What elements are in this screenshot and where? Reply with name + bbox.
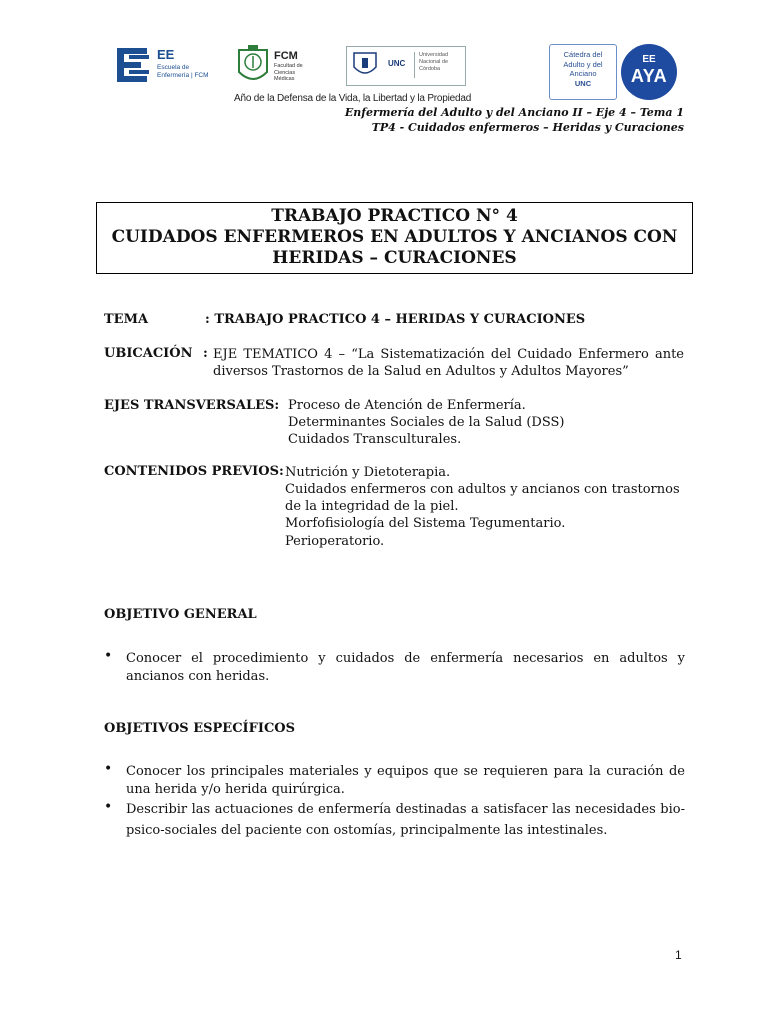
fcm-seal-icon xyxy=(236,44,270,86)
tema-value: : TRABAJO PRACTICO 4 – HERIDAS Y CURACIONES xyxy=(205,312,586,327)
ejes-item: Proceso de Atención de Enfermería. xyxy=(288,398,526,413)
ubicacion-line-1: EJE TEMATICO 4 – “La Sistematización del Cuidado Enfermero ante xyxy=(213,347,684,362)
aya-logo xyxy=(621,44,677,100)
catedra-line-4: UNC xyxy=(574,78,592,88)
year-motto: Año de la Defensa de la Vida, la Libertad y la Propiedad xyxy=(234,93,472,104)
fcm-logo-title: FCM xyxy=(274,50,298,62)
ejes-item: Cuidados Transculturales. xyxy=(288,432,462,447)
catedra-line-1: Cátedra del xyxy=(563,50,603,59)
fcm-logo xyxy=(236,44,336,90)
contenidos-label: CONTENIDOS PREVIOS: xyxy=(104,464,284,479)
objetivo-general-heading: OBJETIVO GENERAL xyxy=(104,607,257,622)
contenidos-item: Cuidados enfermeros con adultos y ancianos con trastornos xyxy=(285,482,680,497)
contenidos-item: Nutrición y Dietoterapia. xyxy=(285,465,451,480)
objetivo-especifico-1-line-1: Conocer los principales materiales y equipos que se requieren para la curación de xyxy=(126,764,685,779)
objetivo-especifico-2-line-2: psico-sociales del paciente con ostomías, principalmente las intestinales. xyxy=(126,823,608,838)
title-line-1: TRABAJO PRACTICO N° 4 xyxy=(271,206,518,226)
contenidos-item: Perioperatorio. xyxy=(285,534,385,549)
ee-logo-mark-icon xyxy=(115,46,153,84)
ejes-label: EJES TRANSVERSALES: xyxy=(104,398,280,413)
bullet-icon: • xyxy=(104,799,113,815)
contenidos-item: Morfofisiología del Sistema Tegumentario. xyxy=(285,516,566,531)
ejes-item: Determinantes Sociales de la Salud (DSS) xyxy=(288,415,565,430)
objetivo-general-line-1: Conocer el procedimiento y cuidados de enfermería necesarios en adultos y xyxy=(126,651,685,666)
catedra-line-2: Adulto y del xyxy=(563,59,603,69)
ubicacion-line-2: diversos Trastornos de la Salud en Adultos y Adultos Mayores” xyxy=(213,364,629,379)
bullet-icon: • xyxy=(104,648,113,664)
bullet-icon: • xyxy=(104,761,113,777)
title-line-3: HERIDAS – CURACIONES xyxy=(272,248,517,268)
unc-shield-icon xyxy=(352,51,378,79)
objetivo-especifico-1-line-2: una herida y/o herida quirúrgica. xyxy=(126,782,345,797)
catedra-logo xyxy=(549,44,617,100)
objetivo-general-line-2: ancianos con heridas. xyxy=(126,669,270,684)
aya-logo-main: AYA xyxy=(630,66,668,86)
objetivos-especificos-heading: OBJETIVOS ESPECÍFICOS xyxy=(104,721,296,736)
title-box xyxy=(96,202,693,274)
unc-logo-acronym: UNC xyxy=(388,59,406,68)
contenidos-item: de la integridad de la piel. xyxy=(285,499,459,514)
ubicacion-colon: : xyxy=(203,346,208,361)
aya-logo-top: EE xyxy=(642,54,656,65)
ee-logo-title: EE xyxy=(157,47,175,62)
unc-logo-name: Universidad Nacional de Córdoba xyxy=(419,52,449,72)
catedra-line-3: Anciano xyxy=(569,69,597,78)
tp-header-line: TP4 - Cuidados enfermeros – Heridas y Curaciones xyxy=(371,121,684,134)
objetivo-especifico-2-line-1: Describir las actuaciones de enfermería destinadas a satisfacer las necesidades bio- xyxy=(126,802,685,817)
fcm-logo-subtitle: Facultad de Ciencias Médicas xyxy=(274,63,303,82)
ubicacion-label: UBICACIÓN xyxy=(104,346,193,361)
ee-logo-subtitle: Escuela de Enfermería | FCM xyxy=(157,64,209,79)
title-line-2: CUIDADOS ENFERMEROS EN ADULTOS Y ANCIANOS CON xyxy=(111,227,678,247)
page-number: 1 xyxy=(675,948,682,962)
ee-logo xyxy=(115,44,210,86)
unc-logo xyxy=(346,46,466,86)
unc-logo-divider xyxy=(414,52,415,78)
course-header-line: Enfermería del Adulto y del Anciano II – Eje 4 – Tema 1 xyxy=(344,106,684,119)
tema-label: TEMA xyxy=(104,312,149,327)
